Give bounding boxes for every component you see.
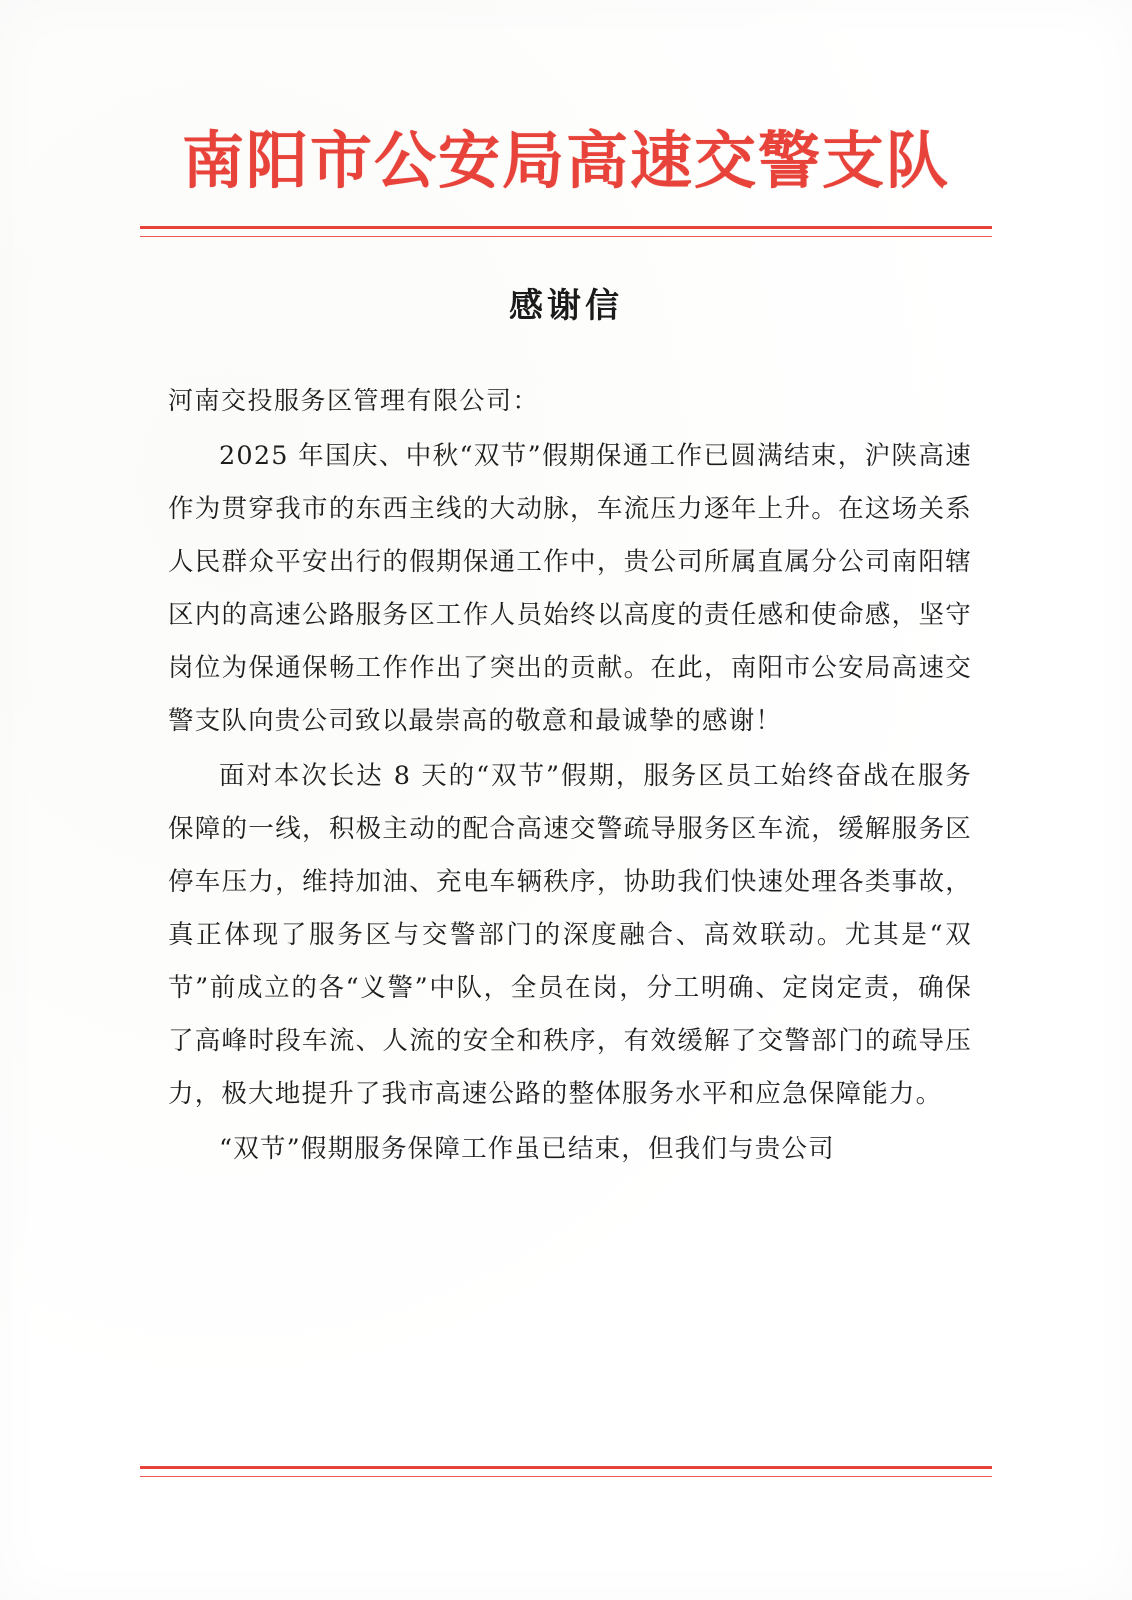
letterhead bbox=[0, 124, 1132, 197]
footer-rule-thin bbox=[140, 1476, 992, 1477]
footer-rule-thick bbox=[140, 1466, 992, 1469]
letterhead-organization: 南阳市公安局高速交警支队 bbox=[181, 124, 950, 197]
page-title: 感谢信 bbox=[509, 286, 623, 326]
body-paragraph: 面对本次长达 8 天的“双节”假期，服务区员工始终奋战在服务保障的一线，积极主动的配合高速交警疏导服务区车流，缓解服务区停车压力，维持加油、充电车辆秩序，协助我们快速处理各类事故，真正体现了服务区与交警部门的深度融合、高效联动。尤其是“双节”前成立的各“义警”中队，全员在岗，分工明确、定岗定责，确保了高峰时段车流、人流的安全和秩序，有效缓解了交警部门的疏导压力，极大地提升了我市高速公路的整体服务水平和应急保障能力。 bbox=[168, 760, 972, 1109]
document-body bbox=[168, 382, 972, 1178]
body-paragraph: “双节”假期服务保障工作虽已结束，但我们与贵公司 bbox=[219, 1133, 835, 1164]
body-paragraph: 2025 年国庆、中秋“双节”假期保通工作已圆满结束，沪陕高速作为贯穿我市的东西主线的大动脉，车流压力逐年上升。在这场关系人民群众平安出行的假期保通工作中，贵公司所属直属分公司南阳辖区内的高速公路服务区工作人员始终以高度的责任感和使命感，坚守岗位为保通保畅工作作出了突出的贡献。在此，南阳市公安局高速交警支队向贵公司致以最崇高的敬意和最诚挚的感谢！ bbox=[168, 440, 972, 736]
salutation: 河南交投服务区管理有限公司： bbox=[168, 386, 540, 415]
letterhead-rule-top-thin bbox=[140, 236, 992, 237]
letterhead-rule-top-thick bbox=[140, 226, 992, 229]
